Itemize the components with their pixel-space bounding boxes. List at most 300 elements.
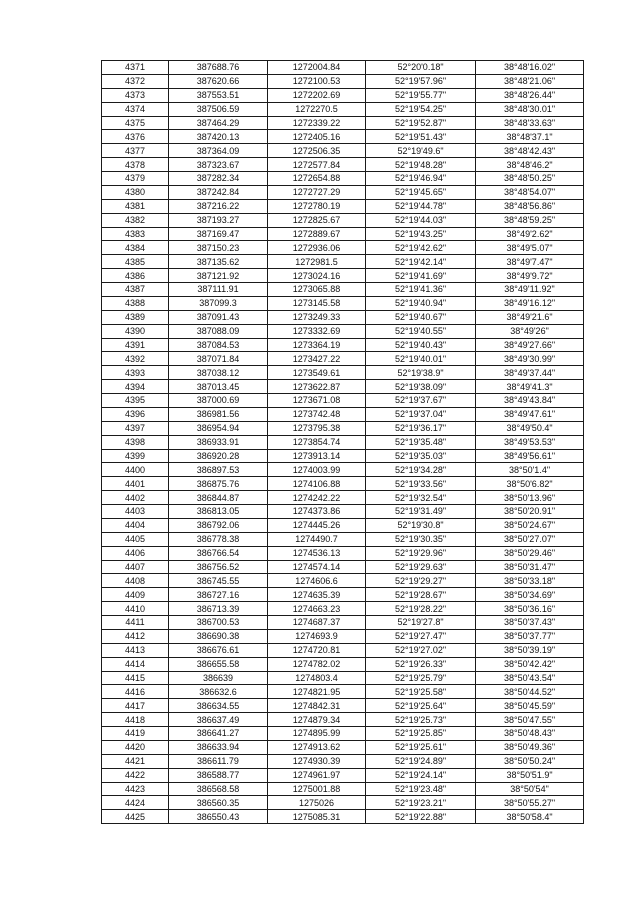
table-row	[102, 699, 584, 713]
point-number-cell: 4399	[102, 449, 169, 463]
longitude-cell: 38°48'16.02"	[476, 61, 584, 75]
table-row	[102, 560, 584, 574]
point-number-cell: 4421	[102, 754, 169, 768]
x-coordinate-cell: 387242.84	[169, 185, 268, 199]
longitude-cell: 38°49'43.84"	[476, 394, 584, 408]
x-coordinate-cell: 386933.91	[169, 435, 268, 449]
y-coordinate-cell: 1273742.48	[268, 407, 366, 421]
longitude-cell: 38°50'51.9"	[476, 768, 584, 782]
longitude-cell: 38°48'21.06"	[476, 74, 584, 88]
point-number-cell: 4385	[102, 255, 169, 269]
table-row	[102, 657, 584, 671]
table-row	[102, 116, 584, 130]
longitude-cell: 38°49'16.12"	[476, 296, 584, 310]
point-number-cell: 4425	[102, 810, 169, 824]
y-coordinate-cell: 1273549.61	[268, 366, 366, 380]
longitude-cell: 38°50'48.43"	[476, 727, 584, 741]
table-row	[102, 727, 584, 741]
x-coordinate-cell: 386813.05	[169, 505, 268, 519]
latitude-cell: 52°19'32.54"	[366, 491, 476, 505]
latitude-cell: 52°19'44.78"	[366, 199, 476, 213]
table-row	[102, 324, 584, 338]
y-coordinate-cell: 1272825.67	[268, 213, 366, 227]
point-number-cell: 4403	[102, 505, 169, 519]
point-number-cell: 4400	[102, 463, 169, 477]
x-coordinate-cell: 387216.22	[169, 199, 268, 213]
point-number-cell: 4414	[102, 657, 169, 671]
latitude-cell: 52°19'23.21"	[366, 796, 476, 810]
y-coordinate-cell: 1274106.88	[268, 477, 366, 491]
longitude-cell: 38°49'21.6"	[476, 310, 584, 324]
latitude-cell: 52°19'25.85"	[366, 727, 476, 741]
table-row	[102, 421, 584, 435]
table-row	[102, 782, 584, 796]
y-coordinate-cell: 1273622.87	[268, 380, 366, 394]
table-row	[102, 130, 584, 144]
longitude-cell: 38°49'30.99"	[476, 352, 584, 366]
longitude-cell: 38°49'11.92"	[476, 283, 584, 297]
point-number-cell: 4391	[102, 338, 169, 352]
latitude-cell: 52°19'57.96"	[366, 74, 476, 88]
point-number-cell: 4408	[102, 574, 169, 588]
point-number-cell: 4409	[102, 588, 169, 602]
point-number-cell: 4406	[102, 546, 169, 560]
longitude-cell: 38°50'1.4"	[476, 463, 584, 477]
longitude-cell: 38°50'37.77"	[476, 629, 584, 643]
y-coordinate-cell: 1272889.67	[268, 227, 366, 241]
y-coordinate-cell: 1274720.81	[268, 643, 366, 657]
y-coordinate-cell: 1274803.4	[268, 671, 366, 685]
x-coordinate-cell: 386632.6	[169, 685, 268, 699]
latitude-cell: 52°19'25.73"	[366, 713, 476, 727]
y-coordinate-cell: 1275085.31	[268, 810, 366, 824]
table-row	[102, 713, 584, 727]
x-coordinate-cell: 386550.43	[169, 810, 268, 824]
longitude-cell: 38°49'2.62"	[476, 227, 584, 241]
longitude-cell: 38°48'33.63"	[476, 116, 584, 130]
latitude-cell: 52°19'51.43"	[366, 130, 476, 144]
longitude-cell: 38°48'42.43"	[476, 144, 584, 158]
y-coordinate-cell: 1274693.9	[268, 629, 366, 643]
longitude-cell: 38°50'24.67"	[476, 518, 584, 532]
point-number-cell: 4412	[102, 629, 169, 643]
point-number-cell: 4415	[102, 671, 169, 685]
latitude-cell: 52°19'46.94"	[366, 172, 476, 186]
point-number-cell: 4410	[102, 602, 169, 616]
longitude-cell: 38°50'34.69"	[476, 588, 584, 602]
x-coordinate-cell: 386641.27	[169, 727, 268, 741]
y-coordinate-cell: 1274842.31	[268, 699, 366, 713]
y-coordinate-cell: 1272339.22	[268, 116, 366, 130]
latitude-cell: 52°19'41.69"	[366, 269, 476, 283]
x-coordinate-cell: 387150.23	[169, 241, 268, 255]
point-number-cell: 4378	[102, 158, 169, 172]
y-coordinate-cell: 1272936.06	[268, 241, 366, 255]
longitude-cell: 38°48'30.01"	[476, 102, 584, 116]
y-coordinate-cell: 1274687.37	[268, 616, 366, 630]
point-number-cell: 4380	[102, 185, 169, 199]
x-coordinate-cell: 387099.3	[169, 296, 268, 310]
y-coordinate-cell: 1273364.19	[268, 338, 366, 352]
x-coordinate-cell: 387091.43	[169, 310, 268, 324]
point-number-cell: 4416	[102, 685, 169, 699]
latitude-cell: 52°19'52.87"	[366, 116, 476, 130]
table-row	[102, 102, 584, 116]
x-coordinate-cell: 386655.58	[169, 657, 268, 671]
latitude-cell: 52°19'28.22"	[366, 602, 476, 616]
table-row	[102, 491, 584, 505]
latitude-cell: 52°19'35.48"	[366, 435, 476, 449]
table-row	[102, 768, 584, 782]
y-coordinate-cell: 1272004.84	[268, 61, 366, 75]
y-coordinate-cell: 1274913.62	[268, 740, 366, 754]
point-number-cell: 4413	[102, 643, 169, 657]
latitude-cell: 52°19'27.02"	[366, 643, 476, 657]
point-number-cell: 4419	[102, 727, 169, 741]
latitude-cell: 52°19'40.55"	[366, 324, 476, 338]
latitude-cell: 52°19'41.36"	[366, 283, 476, 297]
x-coordinate-cell: 386700.53	[169, 616, 268, 630]
point-number-cell: 4401	[102, 477, 169, 491]
latitude-cell: 52°19'38.9"	[366, 366, 476, 380]
longitude-cell: 38°50'47.55"	[476, 713, 584, 727]
y-coordinate-cell: 1274373.86	[268, 505, 366, 519]
longitude-cell: 38°50'36.16"	[476, 602, 584, 616]
latitude-cell: 52°19'33.56"	[366, 477, 476, 491]
latitude-cell: 52°19'23.48"	[366, 782, 476, 796]
point-number-cell: 4393	[102, 366, 169, 380]
longitude-cell: 38°49'26"	[476, 324, 584, 338]
x-coordinate-cell: 387135.62	[169, 255, 268, 269]
longitude-cell: 38°50'6.82"	[476, 477, 584, 491]
x-coordinate-cell: 386713.39	[169, 602, 268, 616]
x-coordinate-cell: 386897.53	[169, 463, 268, 477]
table-row	[102, 394, 584, 408]
table-row	[102, 810, 584, 824]
y-coordinate-cell: 1272577.84	[268, 158, 366, 172]
x-coordinate-cell: 386745.55	[169, 574, 268, 588]
longitude-cell: 38°50'54"	[476, 782, 584, 796]
y-coordinate-cell: 1272405.16	[268, 130, 366, 144]
table-row	[102, 366, 584, 380]
x-coordinate-cell: 386690.38	[169, 629, 268, 643]
longitude-cell: 38°49'47.61"	[476, 407, 584, 421]
longitude-cell: 38°49'9.72"	[476, 269, 584, 283]
table-row	[102, 463, 584, 477]
x-coordinate-cell: 386875.76	[169, 477, 268, 491]
x-coordinate-cell: 387420.13	[169, 130, 268, 144]
latitude-cell: 52°19'42.14"	[366, 255, 476, 269]
longitude-cell: 38°48'37.1"	[476, 130, 584, 144]
x-coordinate-cell: 386766.54	[169, 546, 268, 560]
longitude-cell: 38°50'20.91"	[476, 505, 584, 519]
table-row	[102, 505, 584, 519]
y-coordinate-cell: 1272270.5	[268, 102, 366, 116]
latitude-cell: 52°19'27.47"	[366, 629, 476, 643]
table-row	[102, 88, 584, 102]
x-coordinate-cell: 387121.92	[169, 269, 268, 283]
y-coordinate-cell: 1274821.95	[268, 685, 366, 699]
y-coordinate-cell: 1273024.16	[268, 269, 366, 283]
y-coordinate-cell: 1273795.38	[268, 421, 366, 435]
y-coordinate-cell: 1274490.7	[268, 532, 366, 546]
latitude-cell: 52°19'49.6"	[366, 144, 476, 158]
y-coordinate-cell: 1275026	[268, 796, 366, 810]
table-row	[102, 602, 584, 616]
point-number-cell: 4396	[102, 407, 169, 421]
y-coordinate-cell: 1273913.14	[268, 449, 366, 463]
table-row	[102, 380, 584, 394]
latitude-cell: 52°19'30.8"	[366, 518, 476, 532]
table-row	[102, 172, 584, 186]
longitude-cell: 38°48'56.86"	[476, 199, 584, 213]
latitude-cell: 52°19'40.67"	[366, 310, 476, 324]
point-number-cell: 4423	[102, 782, 169, 796]
point-number-cell: 4389	[102, 310, 169, 324]
latitude-cell: 52°19'27.8"	[366, 616, 476, 630]
longitude-cell: 38°48'46.2"	[476, 158, 584, 172]
x-coordinate-cell: 387038.12	[169, 366, 268, 380]
y-coordinate-cell: 1272506.35	[268, 144, 366, 158]
longitude-cell: 38°50'55.27"	[476, 796, 584, 810]
point-number-cell: 4375	[102, 116, 169, 130]
longitude-cell: 38°50'27.07"	[476, 532, 584, 546]
y-coordinate-cell: 1273427.22	[268, 352, 366, 366]
x-coordinate-cell: 386568.58	[169, 782, 268, 796]
point-number-cell: 4386	[102, 269, 169, 283]
longitude-cell: 38°50'58.4"	[476, 810, 584, 824]
x-coordinate-cell: 387282.34	[169, 172, 268, 186]
table-row	[102, 435, 584, 449]
longitude-cell: 38°50'31.47"	[476, 560, 584, 574]
table-row	[102, 74, 584, 88]
x-coordinate-cell: 387688.76	[169, 61, 268, 75]
y-coordinate-cell: 1273671.08	[268, 394, 366, 408]
table-row	[102, 588, 584, 602]
point-number-cell: 4388	[102, 296, 169, 310]
point-number-cell: 4376	[102, 130, 169, 144]
latitude-cell: 52°19'40.94"	[366, 296, 476, 310]
table-row	[102, 227, 584, 241]
y-coordinate-cell: 1272780.19	[268, 199, 366, 213]
longitude-cell: 38°50'39.19"	[476, 643, 584, 657]
longitude-cell: 38°50'37.43"	[476, 616, 584, 630]
table-row	[102, 574, 584, 588]
point-number-cell: 4371	[102, 61, 169, 75]
latitude-cell: 52°19'37.67"	[366, 394, 476, 408]
latitude-cell: 52°19'35.03"	[366, 449, 476, 463]
point-number-cell: 4418	[102, 713, 169, 727]
y-coordinate-cell: 1274574.14	[268, 560, 366, 574]
latitude-cell: 52°19'30.35"	[366, 532, 476, 546]
longitude-cell: 38°49'37.44"	[476, 366, 584, 380]
y-coordinate-cell: 1274961.97	[268, 768, 366, 782]
y-coordinate-cell: 1274536.13	[268, 546, 366, 560]
point-number-cell: 4424	[102, 796, 169, 810]
x-coordinate-cell: 387364.09	[169, 144, 268, 158]
table-row	[102, 740, 584, 754]
longitude-cell: 38°49'50.4"	[476, 421, 584, 435]
x-coordinate-cell: 386792.06	[169, 518, 268, 532]
point-number-cell: 4377	[102, 144, 169, 158]
latitude-cell: 52°19'25.61"	[366, 740, 476, 754]
y-coordinate-cell: 1273145.58	[268, 296, 366, 310]
point-number-cell: 4387	[102, 283, 169, 297]
longitude-cell: 38°50'50.24"	[476, 754, 584, 768]
point-number-cell: 4422	[102, 768, 169, 782]
x-coordinate-cell: 386639	[169, 671, 268, 685]
latitude-cell: 52°19'36.17"	[366, 421, 476, 435]
point-number-cell: 4394	[102, 380, 169, 394]
y-coordinate-cell: 1274635.39	[268, 588, 366, 602]
point-number-cell: 4402	[102, 491, 169, 505]
table-row	[102, 283, 584, 297]
latitude-cell: 52°19'40.01"	[366, 352, 476, 366]
table-row	[102, 616, 584, 630]
point-number-cell: 4420	[102, 740, 169, 754]
latitude-cell: 52°19'45.65"	[366, 185, 476, 199]
coordinate-table-body	[102, 61, 584, 824]
x-coordinate-cell: 387553.51	[169, 88, 268, 102]
table-row	[102, 407, 584, 421]
latitude-cell: 52°19'31.49"	[366, 505, 476, 519]
x-coordinate-cell: 387013.45	[169, 380, 268, 394]
latitude-cell: 52°19'29.96"	[366, 546, 476, 560]
longitude-cell: 38°50'33.18"	[476, 574, 584, 588]
longitude-cell: 38°49'7.47"	[476, 255, 584, 269]
latitude-cell: 52°19'34.28"	[366, 463, 476, 477]
table-row	[102, 269, 584, 283]
table-row	[102, 629, 584, 643]
x-coordinate-cell: 387084.53	[169, 338, 268, 352]
latitude-cell: 52°19'43.25"	[366, 227, 476, 241]
y-coordinate-cell: 1273854.74	[268, 435, 366, 449]
table-row	[102, 241, 584, 255]
latitude-cell: 52°19'24.14"	[366, 768, 476, 782]
longitude-cell: 38°48'50.25"	[476, 172, 584, 186]
table-row	[102, 477, 584, 491]
table-row	[102, 185, 584, 199]
table-row	[102, 518, 584, 532]
point-number-cell: 4397	[102, 421, 169, 435]
x-coordinate-cell: 387071.84	[169, 352, 268, 366]
y-coordinate-cell: 1273249.33	[268, 310, 366, 324]
x-coordinate-cell: 386676.61	[169, 643, 268, 657]
point-number-cell: 4404	[102, 518, 169, 532]
point-number-cell: 4398	[102, 435, 169, 449]
y-coordinate-cell: 1274930.39	[268, 754, 366, 768]
table-row	[102, 338, 584, 352]
latitude-cell: 52°19'29.27"	[366, 574, 476, 588]
point-number-cell: 4382	[102, 213, 169, 227]
x-coordinate-cell: 387193.27	[169, 213, 268, 227]
point-number-cell: 4374	[102, 102, 169, 116]
point-number-cell: 4392	[102, 352, 169, 366]
y-coordinate-cell: 1274895.99	[268, 727, 366, 741]
x-coordinate-cell: 387506.59	[169, 102, 268, 116]
x-coordinate-cell: 386920.28	[169, 449, 268, 463]
longitude-cell: 38°48'54.07"	[476, 185, 584, 199]
latitude-cell: 52°19'25.58"	[366, 685, 476, 699]
point-number-cell: 4390	[102, 324, 169, 338]
table-row	[102, 61, 584, 75]
longitude-cell: 38°50'49.36"	[476, 740, 584, 754]
table-row	[102, 671, 584, 685]
table-row	[102, 643, 584, 657]
longitude-cell: 38°49'5.07"	[476, 241, 584, 255]
x-coordinate-cell: 386778.38	[169, 532, 268, 546]
point-number-cell: 4372	[102, 74, 169, 88]
table-row	[102, 296, 584, 310]
y-coordinate-cell: 1272727.29	[268, 185, 366, 199]
longitude-cell: 38°49'53.53"	[476, 435, 584, 449]
table-row	[102, 213, 584, 227]
y-coordinate-cell: 1272202.69	[268, 88, 366, 102]
y-coordinate-cell: 1274445.26	[268, 518, 366, 532]
point-number-cell: 4373	[102, 88, 169, 102]
x-coordinate-cell: 386756.52	[169, 560, 268, 574]
table-row	[102, 199, 584, 213]
y-coordinate-cell: 1273332.69	[268, 324, 366, 338]
point-number-cell: 4383	[102, 227, 169, 241]
x-coordinate-cell: 387620.66	[169, 74, 268, 88]
table-row	[102, 158, 584, 172]
longitude-cell: 38°50'43.54"	[476, 671, 584, 685]
x-coordinate-cell: 386634.55	[169, 699, 268, 713]
latitude-cell: 52°19'25.64"	[366, 699, 476, 713]
longitude-cell: 38°49'27.66"	[476, 338, 584, 352]
y-coordinate-cell: 1274663.23	[268, 602, 366, 616]
latitude-cell: 52°19'24.89"	[366, 754, 476, 768]
point-number-cell: 4381	[102, 199, 169, 213]
y-coordinate-cell: 1272654.88	[268, 172, 366, 186]
x-coordinate-cell: 386954.94	[169, 421, 268, 435]
x-coordinate-cell: 386981.56	[169, 407, 268, 421]
point-number-cell: 4384	[102, 241, 169, 255]
point-number-cell: 4379	[102, 172, 169, 186]
coordinate-table	[101, 60, 584, 824]
y-coordinate-cell: 1274242.22	[268, 491, 366, 505]
table-row	[102, 754, 584, 768]
latitude-cell: 52°19'25.79"	[366, 671, 476, 685]
x-coordinate-cell: 386844.87	[169, 491, 268, 505]
latitude-cell: 52°19'26.33"	[366, 657, 476, 671]
latitude-cell: 52°19'29.63"	[366, 560, 476, 574]
x-coordinate-cell: 387088.09	[169, 324, 268, 338]
longitude-cell: 38°50'42.42"	[476, 657, 584, 671]
y-coordinate-cell: 1274879.34	[268, 713, 366, 727]
latitude-cell: 52°19'42.62"	[366, 241, 476, 255]
latitude-cell: 52°19'38.09"	[366, 380, 476, 394]
y-coordinate-cell: 1275001.88	[268, 782, 366, 796]
x-coordinate-cell: 387169.47	[169, 227, 268, 241]
longitude-cell: 38°50'45.59"	[476, 699, 584, 713]
x-coordinate-cell: 386588.77	[169, 768, 268, 782]
y-coordinate-cell: 1274606.6	[268, 574, 366, 588]
point-number-cell: 4417	[102, 699, 169, 713]
x-coordinate-cell: 387464.29	[169, 116, 268, 130]
latitude-cell: 52°19'37.04"	[366, 407, 476, 421]
x-coordinate-cell: 386637.49	[169, 713, 268, 727]
latitude-cell: 52°20'0.18"	[366, 61, 476, 75]
table-row	[102, 796, 584, 810]
latitude-cell: 52°19'55.77"	[366, 88, 476, 102]
x-coordinate-cell: 386727.16	[169, 588, 268, 602]
latitude-cell: 52°19'48.28"	[366, 158, 476, 172]
latitude-cell: 52°19'28.67"	[366, 588, 476, 602]
longitude-cell: 38°49'41.3"	[476, 380, 584, 394]
table-row	[102, 144, 584, 158]
